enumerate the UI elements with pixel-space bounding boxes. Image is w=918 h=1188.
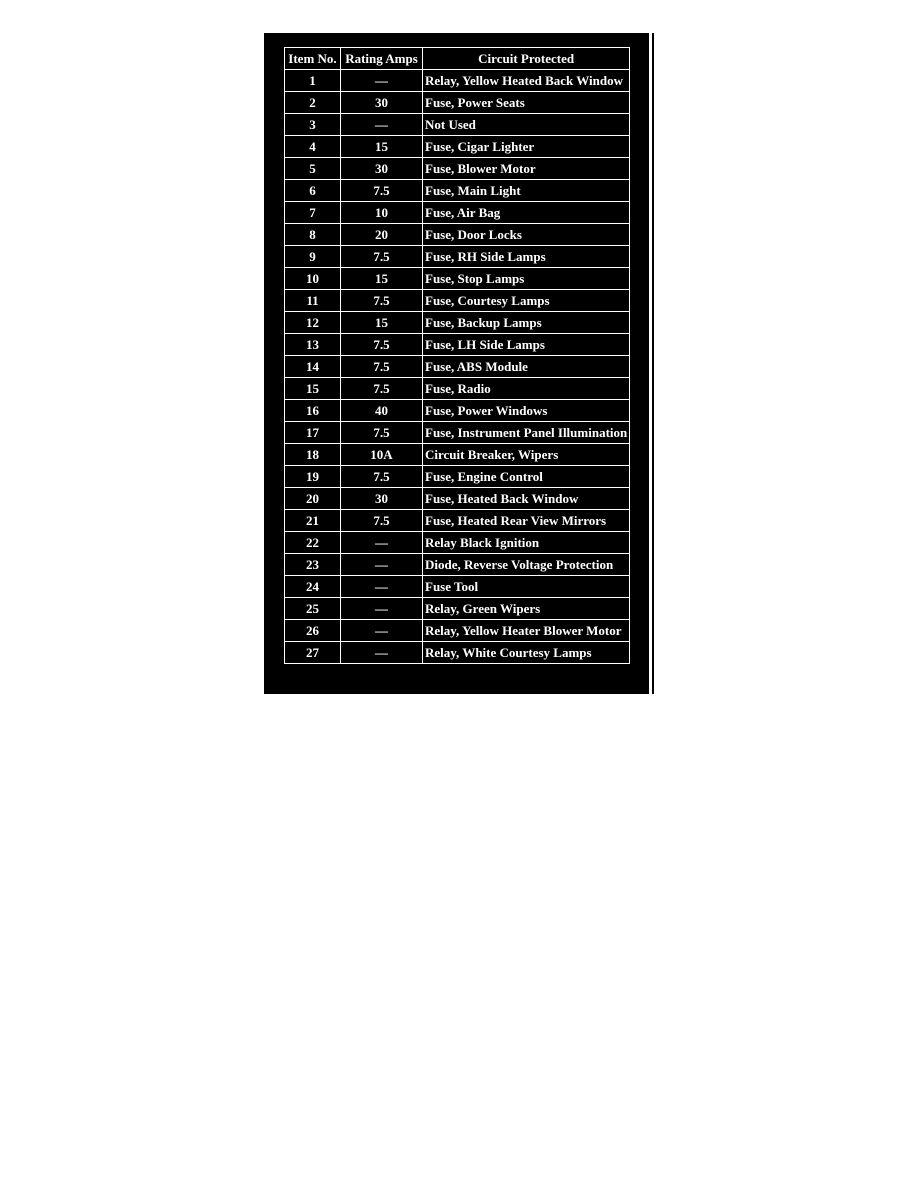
- rating-amps-cell: 10A: [341, 444, 423, 466]
- circuit-protected-cell: Fuse, Cigar Lighter: [423, 136, 630, 158]
- rating-amps-cell: 7.5: [341, 246, 423, 268]
- table-row: [285, 378, 630, 400]
- rating-amps-cell: 7.5: [341, 378, 423, 400]
- item-number-cell: 7: [285, 202, 341, 224]
- table-row: [285, 576, 630, 598]
- table-row: [285, 312, 630, 334]
- table-row: [285, 356, 630, 378]
- table-row: [285, 620, 630, 642]
- item-number-cell: 14: [285, 356, 341, 378]
- circuit-protected-cell: Fuse, Blower Motor: [423, 158, 630, 180]
- circuit-protected-cell: Relay, Yellow Heated Back Window: [423, 70, 630, 92]
- circuit-protected-cell: Fuse, Air Bag: [423, 202, 630, 224]
- circuit-protected-cell: Relay, Green Wipers: [423, 598, 630, 620]
- table-row: [285, 642, 630, 664]
- item-number-cell: 16: [285, 400, 341, 422]
- rating-amps-cell: —: [341, 642, 423, 664]
- item-number-cell: 27: [285, 642, 341, 664]
- item-number-cell: 2: [285, 92, 341, 114]
- circuit-protected-cell: Circuit Breaker, Wipers: [423, 444, 630, 466]
- item-number-cell: 6: [285, 180, 341, 202]
- circuit-protected-cell: Fuse, Heated Back Window: [423, 488, 630, 510]
- table-row: [285, 510, 630, 532]
- rating-amps-cell: 7.5: [341, 180, 423, 202]
- circuit-protected-cell: Fuse, ABS Module: [423, 356, 630, 378]
- table-row: [285, 158, 630, 180]
- table-row: [285, 290, 630, 312]
- item-number-cell: 22: [285, 532, 341, 554]
- column-header-item-no: Item No.: [285, 48, 341, 70]
- item-number-cell: 24: [285, 576, 341, 598]
- circuit-protected-cell: Fuse, Door Locks: [423, 224, 630, 246]
- table-row: [285, 114, 630, 136]
- circuit-protected-cell: Fuse, Engine Control: [423, 466, 630, 488]
- rating-amps-cell: 15: [341, 136, 423, 158]
- table-row: [285, 70, 630, 92]
- circuit-protected-cell: Relay Black Ignition: [423, 532, 630, 554]
- rating-amps-cell: 10: [341, 202, 423, 224]
- table-row: [285, 422, 630, 444]
- rating-amps-cell: —: [341, 554, 423, 576]
- fuse-table: [284, 47, 630, 664]
- item-number-cell: 4: [285, 136, 341, 158]
- circuit-protected-cell: Fuse, Stop Lamps: [423, 268, 630, 290]
- table-row: [285, 334, 630, 356]
- circuit-protected-cell: Fuse, Backup Lamps: [423, 312, 630, 334]
- column-header-circuit-protected: Circuit Protected: [423, 48, 630, 70]
- rating-amps-cell: 7.5: [341, 422, 423, 444]
- item-number-cell: 8: [285, 224, 341, 246]
- item-number-cell: 15: [285, 378, 341, 400]
- rating-amps-cell: 30: [341, 158, 423, 180]
- table-row: [285, 598, 630, 620]
- rating-amps-cell: 7.5: [341, 334, 423, 356]
- item-number-cell: 1: [285, 70, 341, 92]
- rating-amps-cell: 7.5: [341, 510, 423, 532]
- item-number-cell: 21: [285, 510, 341, 532]
- circuit-protected-cell: Fuse, Power Seats: [423, 92, 630, 114]
- circuit-protected-cell: Not Used: [423, 114, 630, 136]
- table-row: [285, 400, 630, 422]
- circuit-protected-cell: Fuse, RH Side Lamps: [423, 246, 630, 268]
- circuit-protected-cell: Fuse, Heated Rear View Mirrors: [423, 510, 630, 532]
- rating-amps-cell: 7.5: [341, 356, 423, 378]
- rating-amps-cell: 15: [341, 312, 423, 334]
- rating-amps-cell: 15: [341, 268, 423, 290]
- table-row: [285, 224, 630, 246]
- rating-amps-cell: —: [341, 114, 423, 136]
- table-row: [285, 488, 630, 510]
- rating-amps-cell: —: [341, 576, 423, 598]
- table-row: [285, 466, 630, 488]
- circuit-protected-cell: Fuse, Power Windows: [423, 400, 630, 422]
- item-number-cell: 17: [285, 422, 341, 444]
- rating-amps-cell: 30: [341, 488, 423, 510]
- table-row: [285, 246, 630, 268]
- table-header-row: [285, 48, 630, 70]
- rating-amps-cell: 20: [341, 224, 423, 246]
- table-row: [285, 180, 630, 202]
- rating-amps-cell: 7.5: [341, 466, 423, 488]
- circuit-protected-cell: Fuse, Courtesy Lamps: [423, 290, 630, 312]
- circuit-protected-cell: Diode, Reverse Voltage Protection: [423, 554, 630, 576]
- item-number-cell: 11: [285, 290, 341, 312]
- item-number-cell: 12: [285, 312, 341, 334]
- table-row: [285, 136, 630, 158]
- table-row: [285, 202, 630, 224]
- rating-amps-cell: 7.5: [341, 290, 423, 312]
- rating-amps-cell: —: [341, 620, 423, 642]
- circuit-protected-cell: Fuse, Instrument Panel Illumination: [423, 422, 630, 444]
- item-number-cell: 9: [285, 246, 341, 268]
- rating-amps-cell: —: [341, 598, 423, 620]
- item-number-cell: 23: [285, 554, 341, 576]
- circuit-protected-cell: Fuse Tool: [423, 576, 630, 598]
- item-number-cell: 19: [285, 466, 341, 488]
- rating-amps-cell: —: [341, 70, 423, 92]
- circuit-protected-cell: Relay, Yellow Heater Blower Motor: [423, 620, 630, 642]
- item-number-cell: 18: [285, 444, 341, 466]
- item-number-cell: 20: [285, 488, 341, 510]
- item-number-cell: 26: [285, 620, 341, 642]
- table-row: [285, 444, 630, 466]
- item-number-cell: 5: [285, 158, 341, 180]
- item-number-cell: 10: [285, 268, 341, 290]
- rating-amps-cell: 40: [341, 400, 423, 422]
- circuit-protected-cell: Fuse, Main Light: [423, 180, 630, 202]
- column-header-rating-amps: Rating Amps: [341, 48, 423, 70]
- circuit-protected-cell: Fuse, LH Side Lamps: [423, 334, 630, 356]
- circuit-protected-cell: Relay, White Courtesy Lamps: [423, 642, 630, 664]
- rating-amps-cell: 30: [341, 92, 423, 114]
- table-row: [285, 554, 630, 576]
- item-number-cell: 3: [285, 114, 341, 136]
- table-body: [285, 70, 630, 664]
- item-number-cell: 13: [285, 334, 341, 356]
- table-row: [285, 92, 630, 114]
- circuit-protected-cell: Fuse, Radio: [423, 378, 630, 400]
- rating-amps-cell: —: [341, 532, 423, 554]
- item-number-cell: 25: [285, 598, 341, 620]
- panel-edge-border: [652, 33, 654, 694]
- table-row: [285, 268, 630, 290]
- table-row: [285, 532, 630, 554]
